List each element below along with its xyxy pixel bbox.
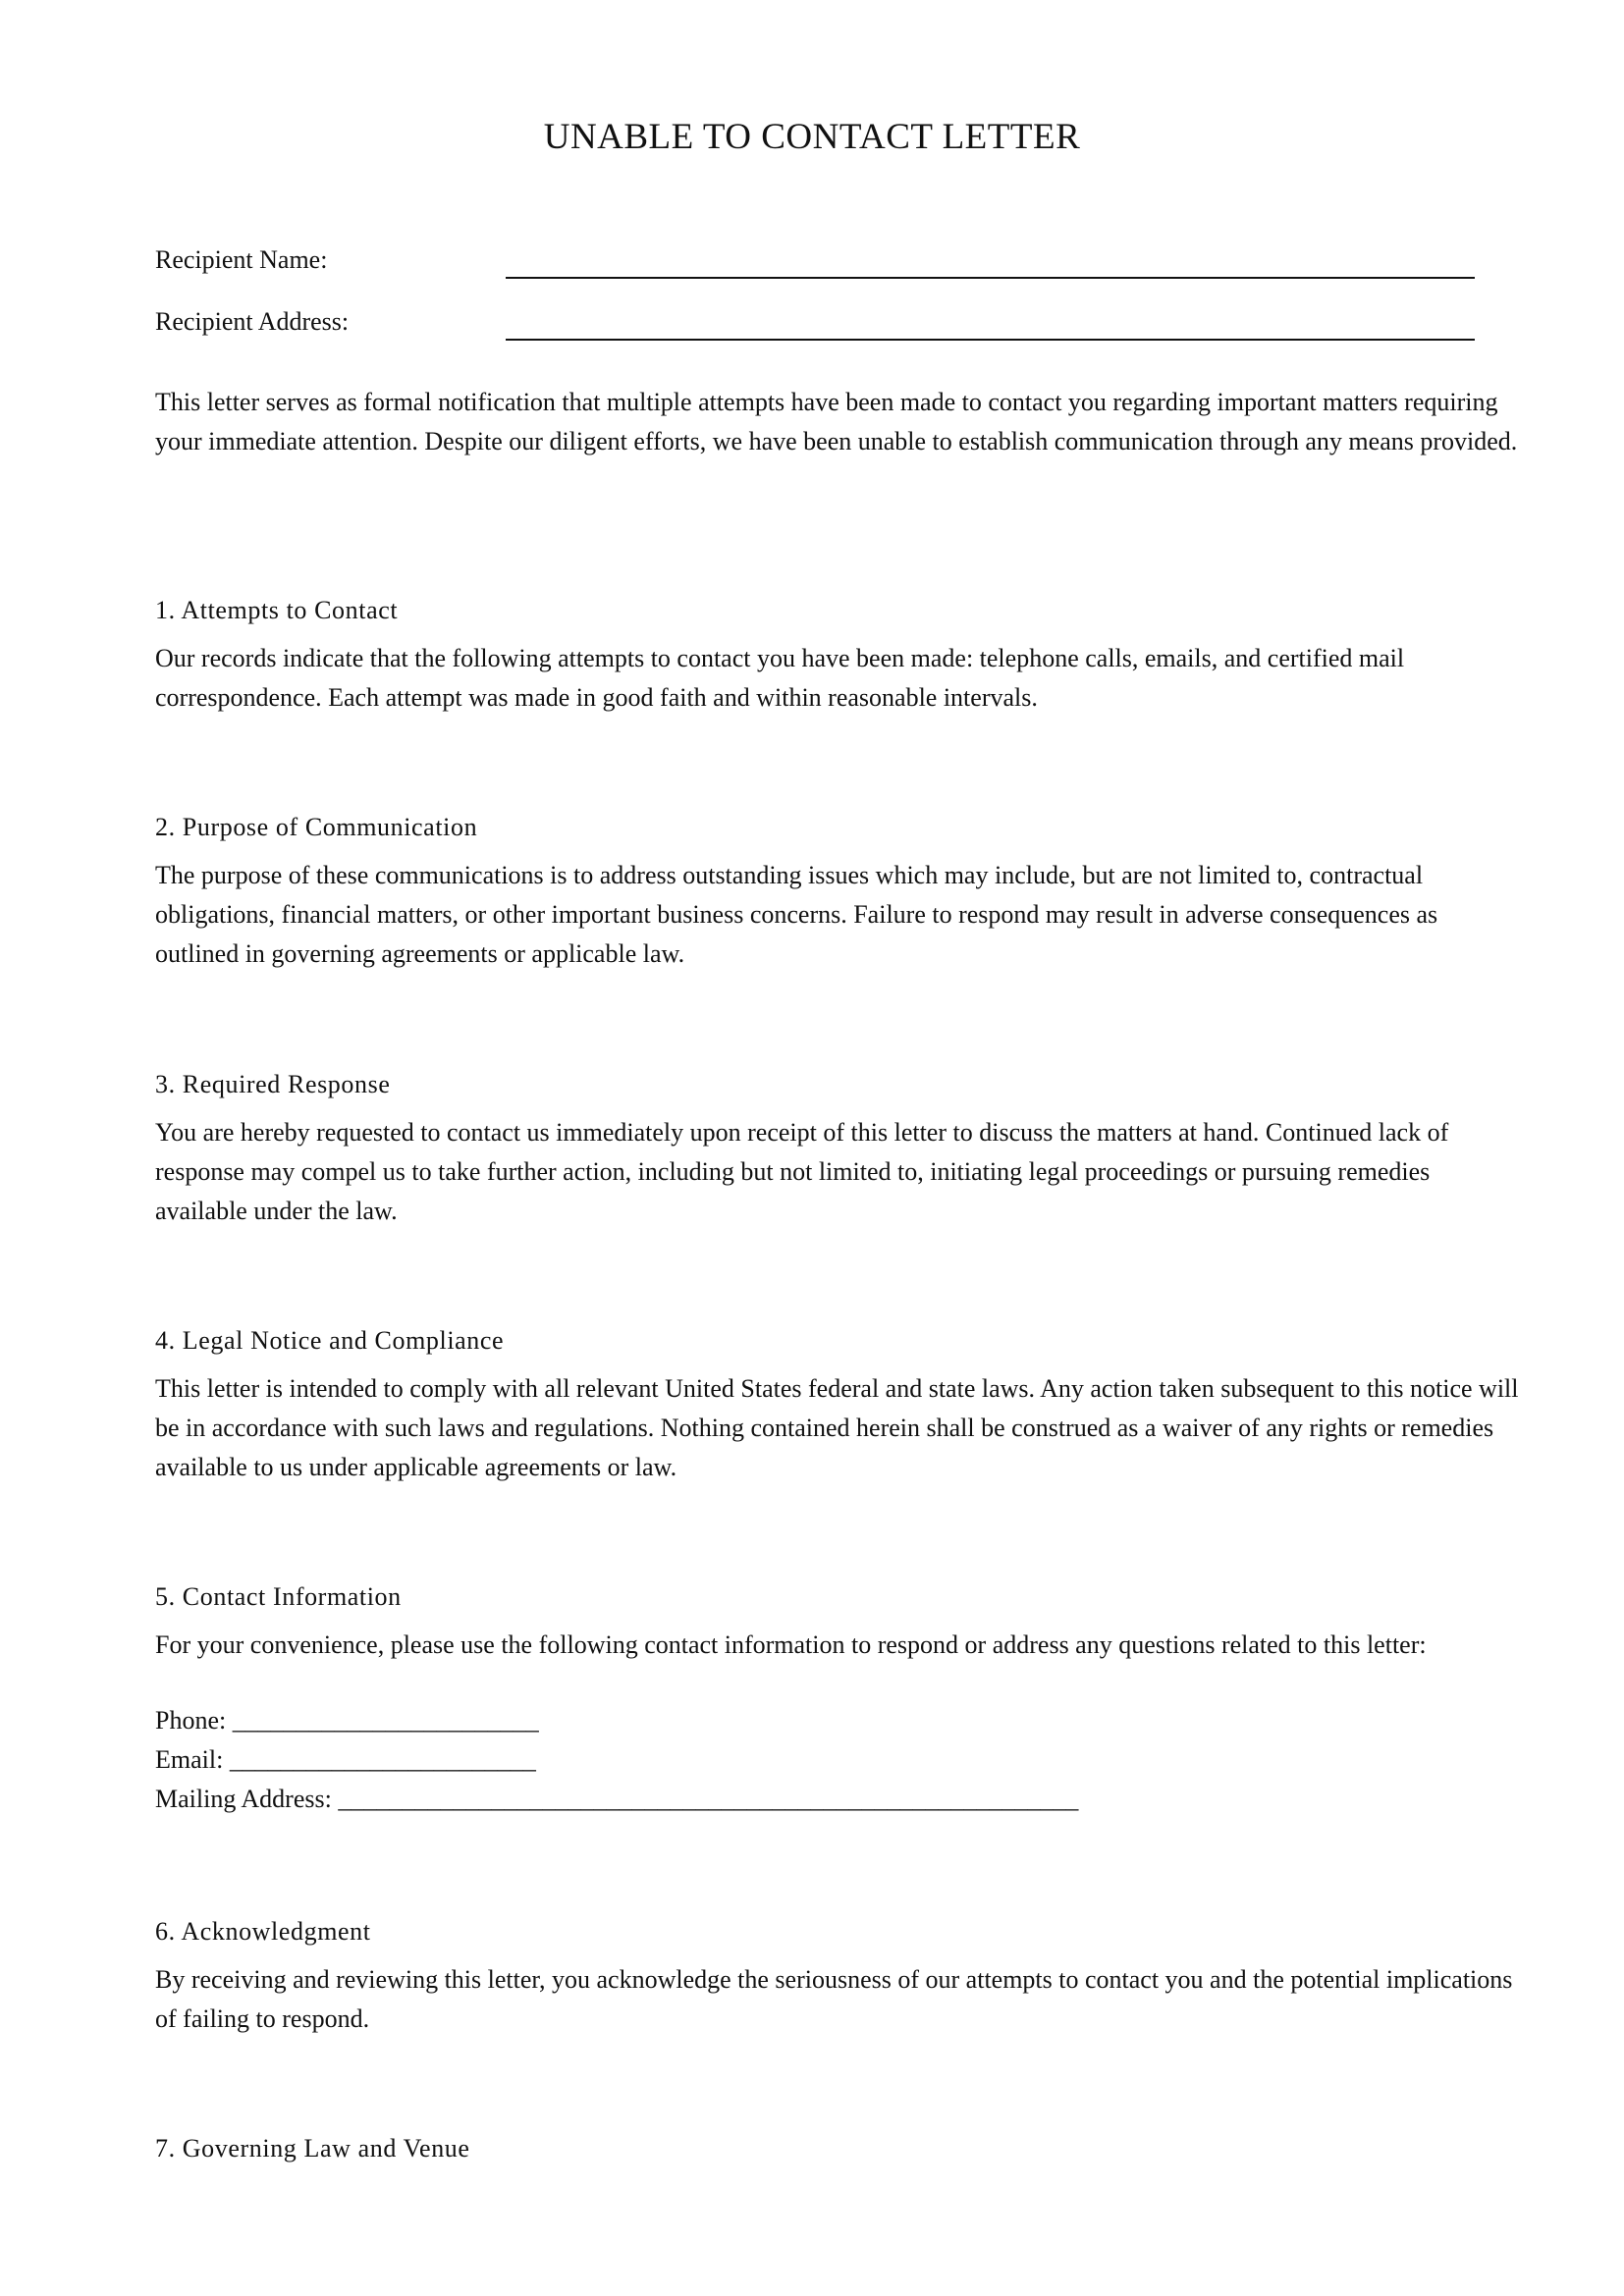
contact-mailing-address-line[interactable]: Mailing Address: __________________________________________________________ <box>155 1785 1079 1813</box>
intro-paragraph: This letter serves as formal notification that multiple attempts have been made to contact you regarding important matters requiring your immediate attention. Despite our diligent efforts, we have been unable to establish communication through any means provided. <box>155 388 1518 455</box>
section-2-heading: 2. Purpose of Communication <box>155 813 478 841</box>
section-4-heading: 4. Legal Notice and Compliance <box>155 1326 505 1355</box>
section-6-heading: 6. Acknowledgment <box>155 1917 371 1946</box>
section-4-body: This letter is intended to comply with all relevant United States federal and state laws. Any action taken subsequent to this notice will be in accordance with such laws and regulations. Nothing contained herein shall be construed as a waiver of any rights or remedies available to us under applicable agreements or law. <box>155 1374 1519 1481</box>
section-3-body: You are hereby requested to contact us immediately upon receipt of this letter to discuss the matters at hand. Continued lack of response may compel us to take further action, including but not limited to, initiating legal proceedings or pursuing remedies available under the law. <box>155 1118 1449 1225</box>
contact-phone-line[interactable]: Phone: ________________________ <box>155 1706 539 1735</box>
contact-email-line[interactable]: Email: ________________________ <box>155 1745 536 1774</box>
recipient-address-blank-line[interactable] <box>506 339 1475 341</box>
section-5-heading: 5. Contact Information <box>155 1582 402 1611</box>
recipient-name-field <box>155 245 1475 285</box>
recipient-name-blank-line[interactable] <box>506 277 1475 279</box>
section-7-heading: 7. Governing Law and Venue <box>155 2134 470 2163</box>
section-2-body: The purpose of these communications is to address outstanding issues which may include, but are not limited to, contractual obligations, financial matters, or other important business concerns. Failure to respond may result in adverse consequences as outlined in governing agreements or applicable law. <box>155 861 1438 968</box>
section-6-body: By receiving and reviewing this letter, you acknowledge the seriousness of our attempts to contact you and the potential implications of failing to respond. <box>155 1965 1513 2033</box>
recipient-address-label: Recipient Address: <box>155 307 350 336</box>
section-1-heading: 1. Attempts to Contact <box>155 596 399 624</box>
recipient-name-label: Recipient Name: <box>155 245 328 274</box>
recipient-address-field <box>155 307 1475 347</box>
section-5-body: For your convenience, please use the following contact information to respond or address any questions related to this letter: <box>155 1630 1427 1659</box>
section-1-body: Our records indicate that the following attempts to contact you have been made: telephone calls, emails, and certified mail correspondence. Each attempt was made in good faith and within reasonable intervals. <box>155 644 1405 712</box>
document-title: UNABLE TO CONTACT LETTER <box>543 117 1081 157</box>
section-3-heading: 3. Required Response <box>155 1070 391 1098</box>
